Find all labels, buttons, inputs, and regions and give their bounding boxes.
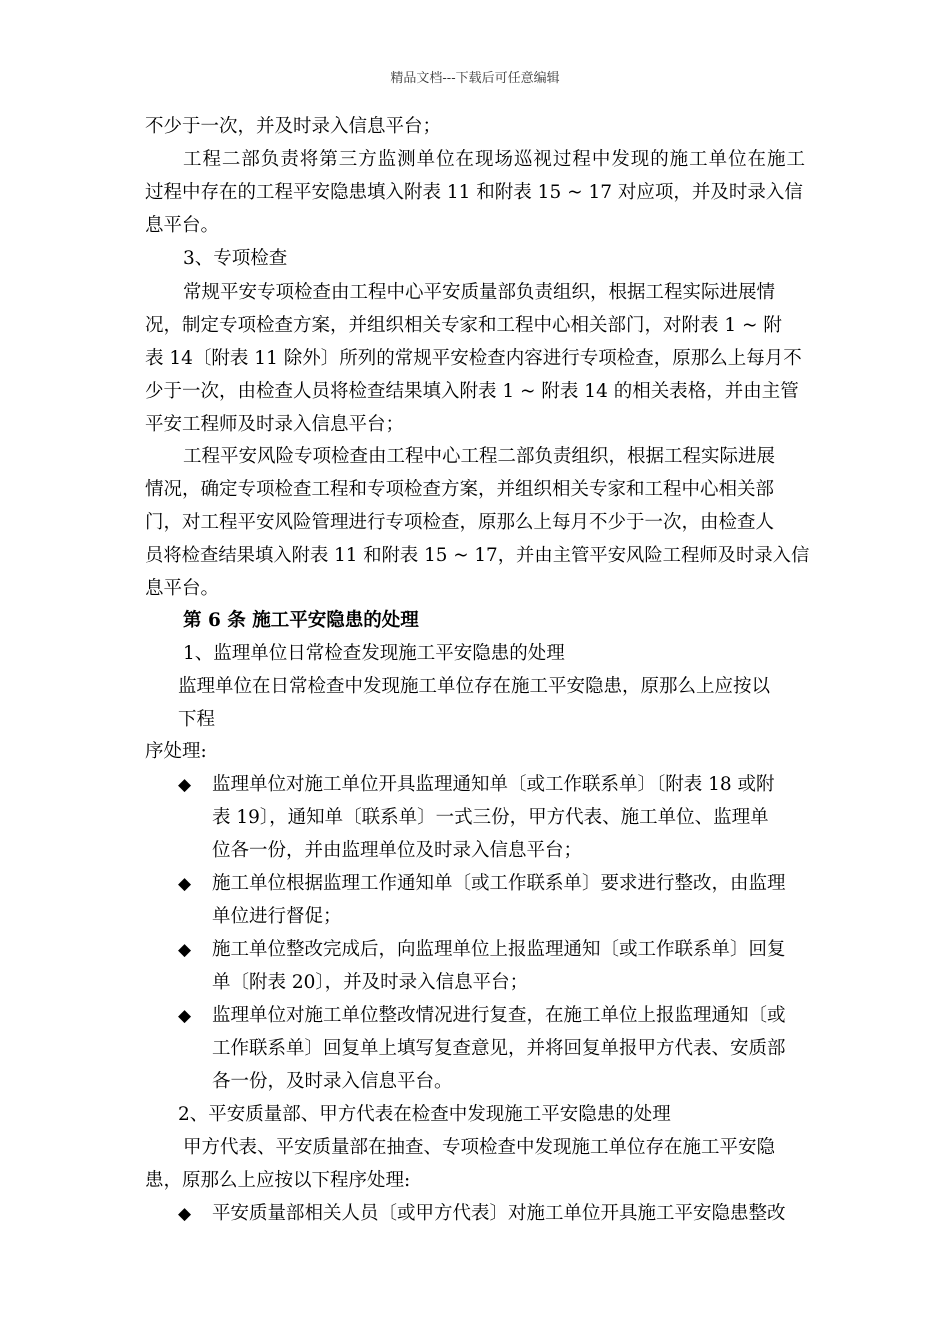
text-line: 平安工程师及时录入信息平台； [145, 414, 405, 435]
text-line: 情况，确定专项检查工程和专项检查方案，并组织相关专家和工程中心相关部 [145, 479, 775, 500]
text-line: 表 14〔附表 11 除外〕所列的常规平安检查内容进行专项检查，原那么上每月不 [145, 348, 802, 369]
list-item-text: 监理单位对施工单位整改情况进行复查，在施工单位上报监理通知〔或 [212, 1005, 786, 1026]
section-heading: 2、平安质量部、甲方代表在检查中发现施工平安隐患的处理 [178, 1104, 671, 1125]
text-line: 甲方代表、平安质量部在抽查、专项检查中发现施工单位存在施工平安隐 [183, 1137, 776, 1158]
list-item-text: 施工单位整改完成后，向监理单位上报监理通知〔或工作联系单〕回复 [212, 939, 786, 960]
bullet-diamond-icon: ◆ [178, 1204, 192, 1224]
list-item-text: 单位进行督促； [212, 906, 342, 927]
text-line: 息平台。 [145, 215, 220, 236]
bullet-diamond-icon: ◆ [178, 940, 192, 960]
text-line: 序处理: [145, 741, 207, 762]
text-line: 过程中存在的工程平安隐患填入附表 11 和附表 15 ~ 17 对应项，并及时录入信 [145, 182, 803, 203]
section-heading: 1、监理单位日常检查发现施工平安隐患的处理 [183, 643, 565, 664]
text-line: 下程 [178, 709, 216, 730]
list-item-text: 位各一份，并由监理单位及时录入信息平台； [212, 840, 583, 861]
article-heading: 第 6 条 施工平安隐患的处理 [183, 610, 419, 631]
text-line: 息平台。 [145, 578, 220, 599]
bullet-diamond-icon: ◆ [178, 874, 192, 894]
text-line: 监理单位在日常检查中发现施工单位存在施工平安隐患，原那么上应按以 [178, 676, 771, 697]
text-line: 少于一次，由检查人员将检查结果填入附表 1 ~ 附表 14 的相关表格，并由主管 [145, 381, 799, 402]
section-heading: 3、专项检查 [183, 248, 288, 269]
text-line: 况，制定专项检查方案，并组织相关专家和工程中心相关部门，对附表 1 ~ 附 [145, 315, 782, 336]
list-item-text: 施工单位根据监理工作通知单〔或工作联系单〕要求进行整改，由监理 [212, 873, 786, 894]
list-item-text: 各一份，及时录入信息平台。 [212, 1071, 453, 1092]
page-header: 精品文档---下载后可任意编辑 [390, 71, 560, 86]
bullet-diamond-icon: ◆ [178, 1006, 192, 1026]
text-line: 患，原那么上应按以下程序处理: [145, 1170, 411, 1191]
list-item-text: 监理单位对施工单位开具监理通知单〔或工作联系单〕〔附表 18 或附 [212, 774, 775, 795]
text-line: 员将检查结果填入附表 11 和附表 15 ~ 17，并由主管平安风险工程师及时录入信 [145, 545, 810, 566]
list-item-text: 表 19〕，通知单〔联系单〕一式三份，甲方代表、施工单位、监理单 [212, 807, 769, 828]
list-item-text: 平安质量部相关人员〔或甲方代表〕对施工单位开具施工平安隐患整改 [212, 1203, 786, 1224]
text-line: 门，对工程平安风险管理进行专项检查，原那么上每月不少于一次，由检查人 [145, 512, 775, 533]
text-line: 常规平安专项检查由工程中心平安质量部负责组织，根据工程实际进展情 [183, 282, 776, 303]
list-item-text: 单〔附表 20〕，并及时录入信息平台； [212, 972, 529, 993]
list-item-text: 工作联系单〕回复单上填写复查意见，并将回复单报甲方代表、安质部 [212, 1038, 786, 1059]
text-line: 不少于一次，并及时录入信息平台； [145, 116, 442, 137]
text-line: 工程二部负责将第三方监测单位在现场巡视过程中发现的施工单位在施工 [183, 149, 805, 170]
text-line: 工程平安风险专项检查由工程中心工程二部负责组织，根据工程实际进展 [183, 446, 776, 467]
bullet-diamond-icon: ◆ [178, 775, 192, 795]
